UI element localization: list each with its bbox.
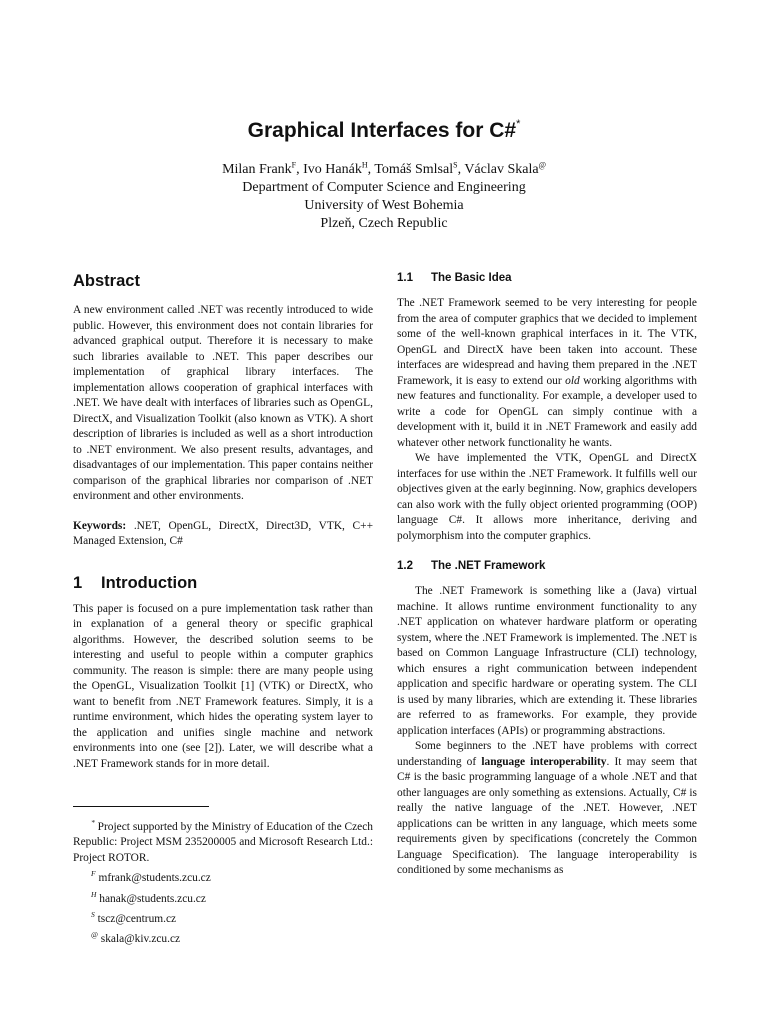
keywords <box>73 519 373 550</box>
section-number: 1 <box>73 573 83 592</box>
footnote-funding: * Project supported by the Ministry of Education of the Czech Republic: Project MSM 235200005 and Microsoft Research Ltd.: Project ROTOR. <box>73 818 373 864</box>
title-block <box>0 112 768 233</box>
affiliation-city: Plzeň, Czech Republic <box>320 215 448 231</box>
footnote-email: $^F$ mfrank@students.zcu.cz <box>91 869 211 885</box>
intro-text: This paper is focused on a pure implementation task rather than in explanation of a general theory or specific graphical algorithms. However, the described solution seems to be interesting and useful to people within a computer graphics community. The reason is simple: there are many people using the OpenGL, Visualization Toolkit [1] (VTK) or DirectX, who want to benefit from .NET Framework features. Simply, it is a runtime environment, which hides the operating system layer to the application and unifies single machine and network environments into one (see [2]). Later, we will describe what a .NET Framework stands for in more detail. <box>73 602 373 770</box>
affiliation-university: University of West Bohemia <box>304 197 464 213</box>
basic-idea-paragraph-2: We have implemented the VTK, OpenGL and DirectX interfaces for use within the .NET Framework. It fulfills well our objectives given at the early beginning. Now, graphics developers can also work with the fully object oriented programming (OOP) language C#. It allows more inheritance, deriving and polymorphism into the computer graphics. <box>397 452 697 542</box>
footnote-email: @ skala@kiv.zcu.cz <box>91 930 181 945</box>
footnotes <box>73 815 373 947</box>
section-title: Introduction <box>101 573 198 592</box>
subsection-heading-net-framework <box>397 558 697 574</box>
subsection-number: 1.1 <box>397 272 413 284</box>
title-footnote-mark: * <box>516 118 521 130</box>
left-column <box>73 270 373 947</box>
author: Ivo Hanák$^H$, <box>303 160 375 177</box>
right-column <box>397 270 697 879</box>
keywords-list: .NET, OpenGL, DirectX, Direct3D, VTK, C++ Managed Extension, C# <box>73 519 373 547</box>
abstract-text: A new environment called .NET was recently introduced to wide public. However, this environment does not contain libraries for advanced graphical output. Therefore it is necessary to make such libraries available to .NET. This paper describes our implementation of graphical library interfaces. The implementation allows cooperation of graphical interfaces with .NET. We have dealt with interfaces of libraries such as OpenGL, DirectX, and Visualization Toolkit (also known as VTK). A short description of libraries is included as well as a short introduction to .NET environment. We also present results, advantages, and disadvantages of our implementation. This paper contains neither comparison of the graphical libraries nor comparison of .NET environment and other environments. <box>73 304 373 502</box>
author: Tomáš Smlsal$^S$, <box>374 160 465 177</box>
author: Milan Frank$^F$, <box>222 160 304 177</box>
affiliation-department: Department of Computer Science and Engineering <box>242 179 526 195</box>
author: Václav Skala@ <box>464 160 546 177</box>
intro-heading <box>73 572 373 594</box>
subsection-title: The Basic Idea <box>431 272 512 284</box>
footnote-divider <box>73 806 209 807</box>
footnote-email: $^S$ tscz@centrum.cz <box>91 909 177 925</box>
abstract-heading: Abstract <box>73 272 140 290</box>
footnote-email: $^H$ hanak@students.zcu.cz <box>91 889 206 905</box>
author-list <box>0 156 768 179</box>
subsection-number: 1.2 <box>397 560 413 572</box>
net-framework-paragraph-2: Some beginners to the .NET have problems with correct understanding of language interoperability. It may seem that C# is the basic programming language of a whole .NET and that other languages are only something as extensions. Actually, C# is really the native language of the .NET. However, .NET applications can be written in any language, which meets some requirements given by specifications (concretely the Common Language Specification). The language interoperability is conditioned by some mechanisms as <box>397 740 698 876</box>
paper-title: Graphical Interfaces for C#* <box>247 118 521 142</box>
keywords-label: Keywords: <box>73 519 127 532</box>
subsection-heading-basic-idea <box>397 270 697 286</box>
net-framework-paragraph-1: The .NET Framework is something like a (Java) virtual machine. It allows runtime environment functionality to any .NET application on whatever hardware platform or operating system, where the .NET Framework is implemented. The .NET is based on Common Language Infrastructure (CLI) technology, which ensures a right communication between independent application and specific hardware or operating system. The CLI is used by many libraries, which are extending it. These libraries are referred to as frameworks. For example, they provide application interfaces (APIs) or programming abstractions. <box>397 585 697 737</box>
subsection-title: The .NET Framework <box>431 560 546 572</box>
basic-idea-paragraph-1: The .NET Framework seemed to be very interesting for people from the area of computer graphics that we decided to implement some of the well-known graphical interfaces in it. The VTK, OpenGL and DirectX have been taken into account. These interfaces are widespread and having them prepared in the .NET Framework, it is easy to extend our old working algorithms with new features and functionality. For example, a developer used to write a code for OpenGL can simply continue with a development with it, build it in .NET Framework and easily add whatever other network functionality he wants. <box>397 297 697 449</box>
